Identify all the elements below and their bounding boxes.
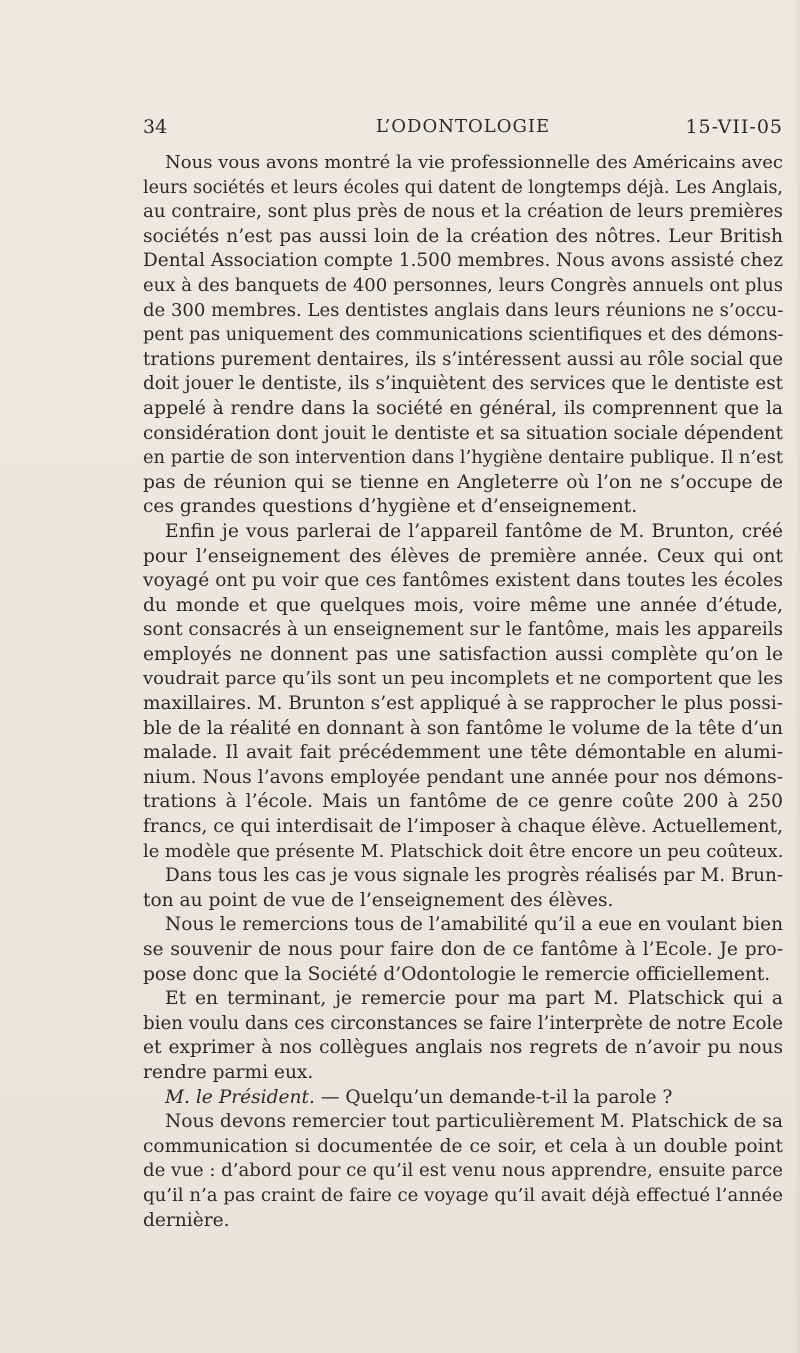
page-edge-shadow	[794, 0, 800, 1353]
text-line: pas de réunion qui se tienne en Angleterre où l’on ne s’occupe de	[143, 471, 783, 493]
text-line: Enfin je vous parlerai de l’appareil fantôme de M. Brunton, créé	[165, 520, 783, 542]
text-line: et exprimer à nos collègues anglais nos regrets de n’avoir pu nous	[143, 1037, 783, 1059]
text-line: doit jouer le dentiste, ils s’inquiètent des services que le dentiste est	[143, 373, 783, 395]
text-line: trations à l’école. Mais un fantôme de ce genre coûte 200 à 250	[143, 791, 783, 813]
body-text	[143, 151, 783, 1233]
text-line: eux à des banquets de 400 personnes, leurs Congrès annuels ont plus	[143, 274, 783, 296]
text-line: se souvenir de nous pour faire don de ce fantôme à l’Ecole. Je pro-	[143, 939, 783, 960]
text-line: au contraire, sont plus près de nous et la création de leurs premières	[143, 201, 783, 223]
text-line: leurs sociétés et leurs écoles qui datent de longtemps déjà. Les Anglais,	[143, 177, 783, 198]
text-line: Nous le remercions tous de l’amabilité qu’il a eue en voulant bien	[165, 914, 783, 936]
text-line: dernière.	[143, 1209, 230, 1231]
text-line: Dental Association compte 1.500 membres. Nous avons assisté chez	[143, 250, 784, 272]
text-line: sociétés n’est pas aussi loin de la création des nôtres. Leur British	[143, 225, 783, 247]
text-line: ble de la réalité en donnant à son fantôme le volume de la tête d’un	[143, 717, 783, 739]
running-header	[143, 116, 783, 146]
text-line: Et en terminant, je remercie pour ma part M. Platschick qui a	[165, 988, 783, 1010]
speaker-name: M. le Président.	[165, 1086, 315, 1108]
page-number: 34	[143, 116, 168, 138]
text-line: de vue : d’abord pour ce qu’il est venu nous apprendre, ensuite parce	[143, 1160, 784, 1182]
text-line: Nous devons remercier tout particulièrement M. Platschick de sa	[165, 1111, 783, 1133]
issue-date: 15-VII-05	[685, 116, 783, 138]
text-line: rendre parmi eux.	[143, 1061, 314, 1083]
text-line: ces grandes questions d’hygiène et d’enseignement.	[143, 496, 638, 518]
text-line: le modèle que présente M. Platschick doit être encore un peu coûteux.	[143, 840, 784, 862]
text-line: du monde et que quelques mois, voire même une année d’étude,	[143, 594, 783, 616]
text-line: pour l’enseignement des élèves de première année. Ceux qui ont	[143, 545, 783, 567]
text-line: trations purement dentaires, ils s’intéressent aussi au rôle social que	[143, 348, 784, 370]
text-line: ton au point de vue de l’enseignement des élèves.	[143, 889, 614, 911]
speaker-line	[143, 1086, 783, 1111]
text-line: communication si documentée de ce soir, et cela à un double point	[143, 1135, 783, 1157]
text-line: voudrait parce qu’ils sont un peu incomplets et ne comportent que les	[143, 668, 783, 690]
text-line: bien voulu dans ces circonstances se faire l’interprète de notre Ecole	[143, 1012, 783, 1034]
text-line: Dans tous les cas je vous signale les progrès réalisés par M. Brun-	[165, 865, 784, 887]
text-line: malade. Il avait fait précédemment une tête démontable en alumi-	[143, 742, 783, 764]
journal-title: L’ODONTOLOGIE	[375, 116, 551, 137]
text-line: en partie de son intervention dans l’hygiène dentaire publique. Il n’est	[143, 447, 784, 469]
text-line: nium. Nous l’avons employée pendant une année pour nos démons-	[143, 766, 783, 788]
text-line: pent pas uniquement des communications scientifiques et des démons-	[143, 325, 784, 346]
text-line: Nous vous avons montré la vie professionnelle des Américains avec	[165, 152, 783, 173]
speaker-text: — Quelqu’un demande-t-il la parole ?	[320, 1086, 673, 1108]
text-line: francs, ce qui interdisait de l’imposer à chaque élève. Actuellement,	[143, 816, 783, 838]
text-line: voyagé ont pu voir que ces fantômes existent dans toutes les écoles	[143, 570, 783, 592]
text-line: considération dont jouit le dentiste et sa situation sociale dépendent	[143, 422, 783, 444]
text-line: de 300 membres. Les dentistes anglais dans leurs réunions ne s’occu-	[143, 299, 784, 321]
text-line: pose donc que la Société d’Odontologie le remercie officiellement.	[143, 963, 771, 985]
text-line: qu’il n’a pas craint de faire ce voyage qu’il avait déjà effectué l’année	[143, 1184, 783, 1206]
text-line: appelé à rendre dans la société en général, ils comprennent que la	[143, 397, 783, 419]
text-line: sont consacrés à un enseignement sur le fantôme, mais les appareils	[143, 619, 784, 641]
text-line: employés ne donnent pas une satisfaction aussi complète qu’on le	[143, 643, 783, 665]
text-line: maxillaires. M. Brunton s’est appliqué à se rapprocher le plus possi-	[143, 693, 783, 715]
